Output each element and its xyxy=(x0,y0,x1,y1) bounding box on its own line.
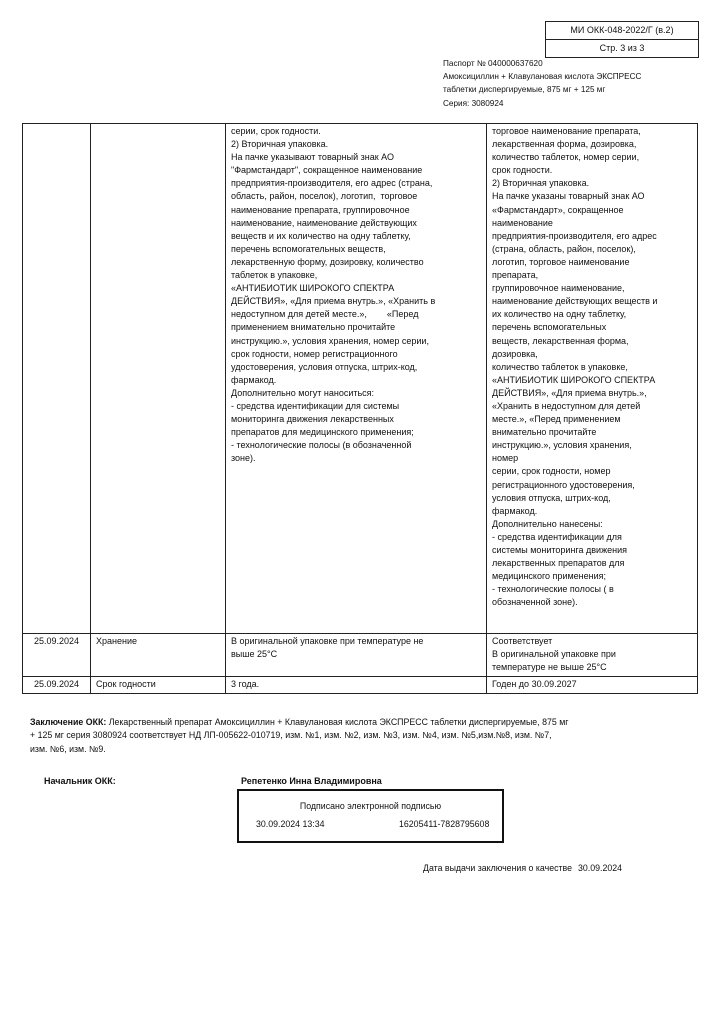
passport-number: Паспорт № 040000637620 xyxy=(443,59,543,68)
text-line: наименование, наименование действующих xyxy=(231,217,417,228)
text-line: обозначенной зоне). xyxy=(492,597,578,608)
table-row xyxy=(23,124,698,634)
passport-header xyxy=(443,57,641,110)
page-number: Стр. 3 из 3 xyxy=(546,39,698,57)
conclusion-text-1: Лекарственный препарат Амоксициллин + Клавулановая кислота ЭКСПРЕСС таблетки диспергируемые, 875 мг xyxy=(106,717,569,727)
text-line: срок годности. xyxy=(492,165,553,176)
text-line: месте.», «Перед применением xyxy=(492,414,621,425)
text-line: лекарственную форму, дозировку, количество xyxy=(231,256,424,267)
text-line: 2) Вторичная упаковка. xyxy=(492,178,590,189)
text-line: В оригинальной упаковке при xyxy=(492,649,616,660)
document-code: МИ ОКК-048-2022/Г (в.2) xyxy=(570,25,674,35)
text-line: ДЕЙСТВИЯ», «Для приема внутрь.», xyxy=(492,387,647,398)
text-line: серии, срок годности. xyxy=(231,126,321,136)
text-line: инструкцию.», условия хранения, номер серии, xyxy=(231,335,429,346)
text-line: серии, срок годности, номер xyxy=(492,466,611,477)
text-line: На пачке указаны товарный знак АО xyxy=(492,191,645,202)
text-line: перечень вспомогательных xyxy=(492,322,607,333)
text-line: перечень вспомогательных веществ, xyxy=(231,243,386,254)
head-of-qc-name: Репетенко Инна Владимировна xyxy=(241,776,382,786)
conclusion-line-3: изм. №6, изм. №9. xyxy=(30,743,106,754)
head-of-qc-label: Начальник ОКК: xyxy=(44,776,116,786)
table-row xyxy=(23,634,698,677)
text-line: наименование действующих веществ и xyxy=(492,296,658,307)
text-line: - средства идентификации для системы xyxy=(231,400,400,411)
text-line: номер xyxy=(492,453,519,464)
text-line: - технологические полосы (в обозначенной xyxy=(231,440,412,451)
text-line: температуре не выше 25°С xyxy=(492,662,607,673)
text-line: недоступном для детей месте.», «Перед xyxy=(231,309,419,320)
date-cell: 25.09.2024 xyxy=(23,634,91,677)
result-cell xyxy=(487,677,698,694)
text-line: Годен до 30.09.2027 xyxy=(492,679,577,690)
text-line: инструкцию.», условия хранения, xyxy=(492,440,632,451)
text-line: наименование xyxy=(492,217,553,228)
text-line: 3 года. xyxy=(231,679,260,690)
text-line: веществ и их количество на одну таблетку, xyxy=(231,230,411,241)
passport-series: Серия: 3080924 xyxy=(443,98,504,108)
text-line: медицинского применения; xyxy=(492,571,607,582)
issue-date-label: Дата выдачи заключения о качестве xyxy=(423,863,573,873)
conclusion-line-2: + 125 мг серия 3080924 соответствует НД ЛП-005622-010719, изм. №1, изм. №2, изм. №3, изм. №4, изм. №5,изм.№8, изм. №7, xyxy=(30,730,552,741)
text-line: «Хранить в недоступном для детей xyxy=(492,400,641,411)
text-line: срок годности, номер регистрационного xyxy=(231,348,398,359)
electronic-signature-stamp xyxy=(237,789,504,843)
text-line: группировочное наименование, xyxy=(492,283,625,294)
text-line: фармакод. xyxy=(492,505,538,516)
text-line: лекарственная форма, дозировка, xyxy=(492,139,637,150)
date-cell xyxy=(23,124,91,634)
text-line: «Фармстандарт», сокращенное xyxy=(492,204,624,215)
text-line: «АНТИБИОТИК ШИРОКОГО СПЕКТРА xyxy=(492,374,656,385)
text-line: На пачке указывают товарный знак АО xyxy=(231,152,394,163)
text-line: таблеток в упаковке, xyxy=(231,270,318,281)
parameter-cell: Срок годности xyxy=(91,677,226,694)
date-cell: 25.09.2024 xyxy=(23,677,91,694)
text-line: регистрационного удостоверения, xyxy=(492,479,635,490)
text-line: дозировка, xyxy=(492,348,538,359)
text-line: - средства идентификации для xyxy=(492,531,622,542)
text-line: область, район, поселок), логотип, торговое xyxy=(231,191,418,202)
text-line: 2) Вторичная упаковка. xyxy=(231,139,329,150)
table-row xyxy=(23,677,698,694)
text-line: наименование препарата, группировочное xyxy=(231,204,410,215)
result-cell xyxy=(487,124,698,634)
conclusion-label: Заключение ОКК: xyxy=(30,717,107,727)
text-line: выше 25°С xyxy=(231,649,278,660)
text-line: логотип, торговое наименование xyxy=(492,256,630,267)
text-line: торговое наименование препарата, xyxy=(492,126,641,136)
text-line: зоне). xyxy=(231,453,256,464)
text-line: условия отпуска, штрих-код, xyxy=(492,492,611,503)
result-cell xyxy=(487,634,698,677)
text-line: Дополнительно нанесены: xyxy=(492,518,603,529)
text-line: В оригинальной упаковке при температуре не xyxy=(231,636,424,646)
text-line: ДЕЙСТВИЯ», «Для приема внутрь.», «Хранить в xyxy=(231,296,436,307)
requirement-cell xyxy=(226,634,487,677)
text-line: фармакод. xyxy=(231,374,277,385)
text-line: препарата, xyxy=(492,270,539,281)
text-line: - технологические полосы ( в xyxy=(492,584,614,595)
text-line: предприятия-производителя, его адрес xyxy=(492,230,657,241)
text-line: препаратов для медицинского применения; xyxy=(231,427,414,438)
passport-form: таблетки диспергируемые, 875 мг + 125 мг xyxy=(443,85,606,95)
text-line: количество таблеток, номер серии, xyxy=(492,152,640,163)
requirement-cell xyxy=(226,677,487,694)
signature-title: Подписано электронной подписью xyxy=(299,801,442,811)
text-line: удостоверения, условия отпуска, штрих-код, xyxy=(231,361,418,372)
document-reference-box xyxy=(545,21,699,58)
issue-date-value: 30.09.2024 xyxy=(578,863,623,873)
requirement-cell xyxy=(226,124,487,634)
signature-datetime: 30.09.2024 13:34 xyxy=(256,819,325,829)
text-line: Соответствует xyxy=(492,636,553,646)
text-line: "Фармстандарт", сокращенное наименование xyxy=(231,165,423,176)
quality-test-table xyxy=(22,123,698,694)
text-line: системы мониторинга движения xyxy=(492,545,627,555)
issue-date-line xyxy=(423,863,622,873)
text-line: количество таблеток в упаковке, xyxy=(492,361,628,372)
text-line: внимательно прочитайте xyxy=(492,427,597,438)
signature-certificate-id: 16205411-7828795608 xyxy=(399,819,490,829)
text-line: Дополнительно могут наноситься: xyxy=(231,387,375,398)
text-line: веществ, лекарственная форма, xyxy=(492,335,629,346)
conclusion-line-1 xyxy=(30,716,630,729)
text-line: лекарственных препаратов для xyxy=(492,558,625,569)
text-line: применением внимательно прочитайте xyxy=(231,322,396,333)
conclusion-block xyxy=(30,716,630,756)
parameter-cell xyxy=(91,124,226,634)
parameter-cell: Хранение xyxy=(91,634,226,677)
text-line: предприятия-производителя, его адрес (страна, xyxy=(231,178,433,189)
text-line: «АНТИБИОТИК ШИРОКОГО СПЕКТРА xyxy=(231,283,395,294)
text-line: их количество на одну таблетку, xyxy=(492,309,627,320)
text-line: (страна, область, район, поселок), xyxy=(492,243,636,254)
text-line: мониторинга движения лекарственных xyxy=(231,414,394,425)
passport-product: Амоксициллин + Клавулановая кислота ЭКСПРЕСС xyxy=(443,72,642,82)
